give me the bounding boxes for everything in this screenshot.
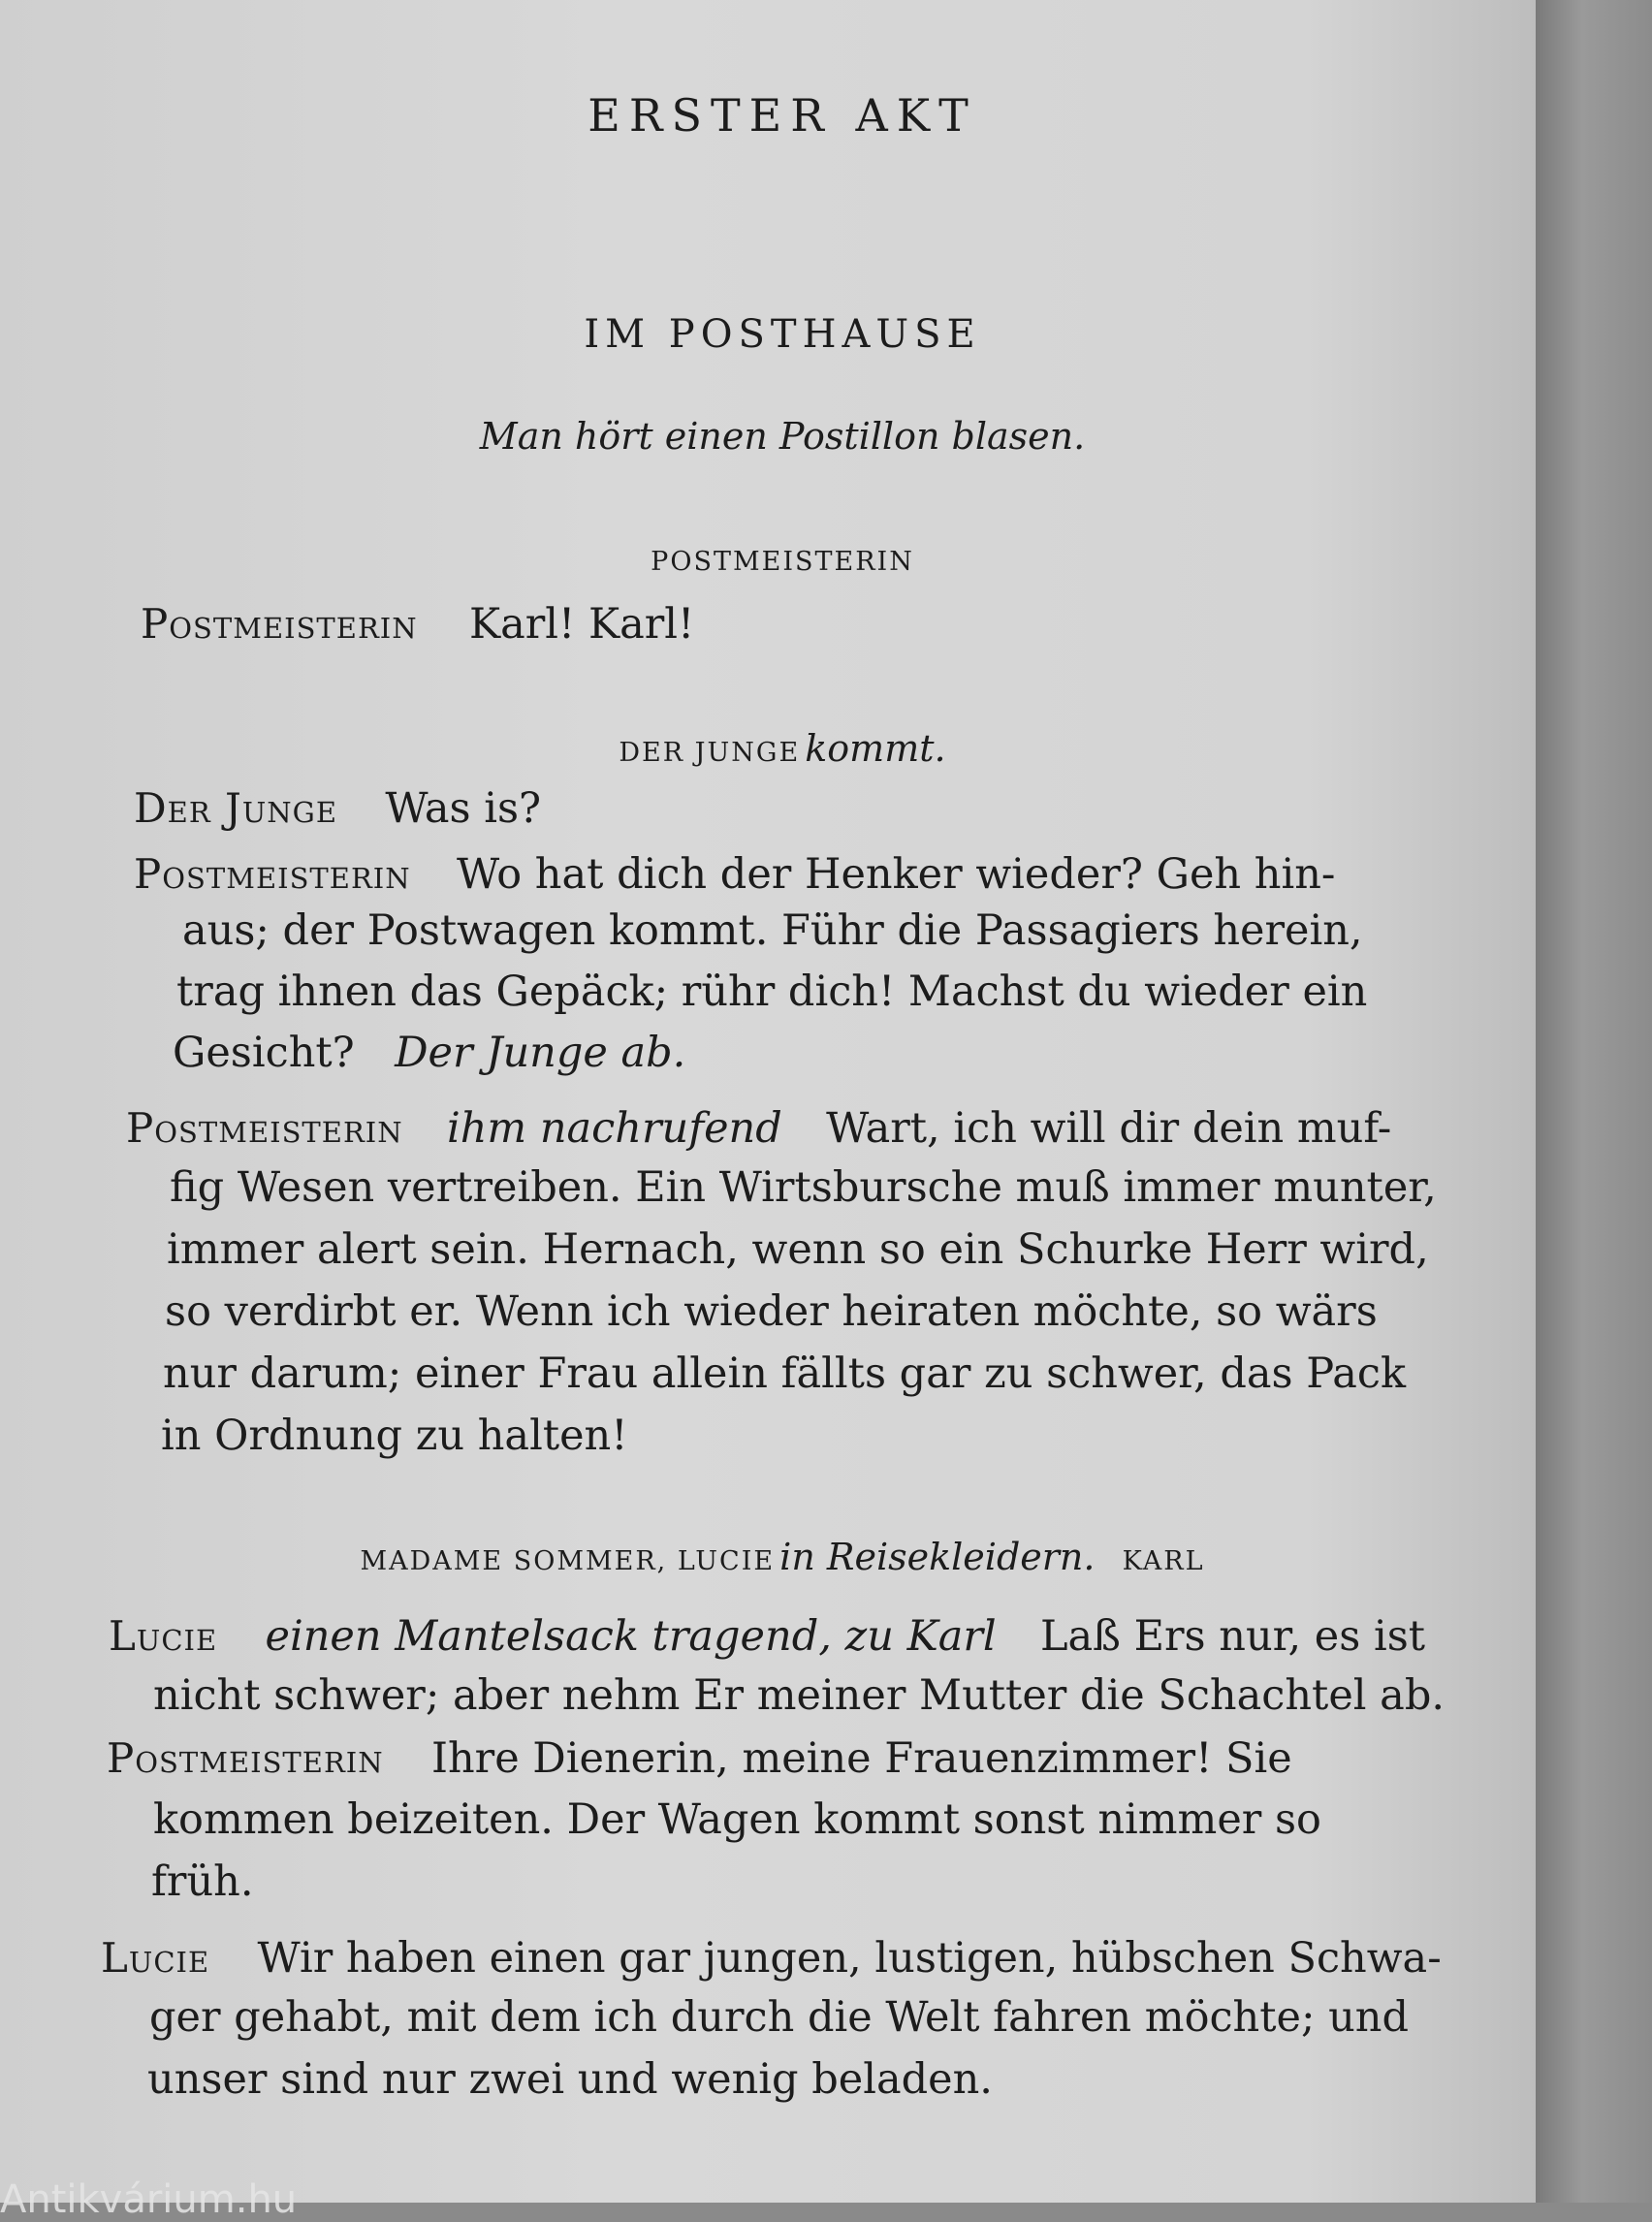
watermark: Antikvárium.hu: [0, 2177, 298, 2222]
speech-text: Gesicht?: [173, 1029, 355, 1077]
dialogue-line-3-first: [134, 845, 1335, 904]
speech-line: so verdirbt er. Wenn ich wieder heiraten möchte, so wärs: [165, 1287, 1378, 1336]
speech-text: Wir haben einen gar jungen, lustigen, hübschen Schwa-: [257, 1934, 1442, 1983]
speech-text: Wart, ich will dir dein muf-: [826, 1104, 1392, 1153]
speech-line: aus; der Postwagen kommt. Führ die Passagiers herein,: [182, 906, 1363, 955]
dialogue-line-1: [141, 595, 694, 653]
page-edge-shadow: [1536, 0, 1652, 2203]
dialogue-line-7-first: [101, 1929, 1442, 1987]
stage-direction-intro: Man hört einen Postillon blasen.: [479, 415, 1086, 458]
scene-title: IM POSTHAUSE: [584, 312, 981, 357]
speech-line: nicht schwer; aber nehm Er meiner Mutter die Schachtel ab.: [153, 1671, 1446, 1720]
cue-name: DER JUNGE: [619, 738, 801, 768]
speech-text: Karl! Karl!: [468, 600, 695, 649]
cue-action: kommt.: [805, 727, 946, 770]
speech-line-with-stage: [173, 1029, 685, 1077]
speech-line: in Ordnung zu halten!: [161, 1412, 628, 1460]
speech-text: Ihre Dienerin, meine Frauenzimmer! Sie: [430, 1734, 1292, 1783]
stage-direction: Der Junge ab.: [395, 1029, 686, 1077]
cue-names: KARL: [1122, 1546, 1205, 1576]
cue-action: in Reisekleidern.: [779, 1536, 1096, 1578]
speaker-name: Der Junge: [134, 784, 338, 832]
dialogue-line-6-first: [107, 1730, 1292, 1788]
speaker-name: Postmeisterin: [141, 600, 418, 648]
speech-line: nur darum; einer Frau allein fällts gar zu schwer, das Pack: [163, 1349, 1407, 1398]
character-cue-der-junge: [0, 727, 1536, 770]
speaker-name: Lucie: [109, 1612, 218, 1660]
dialogue-line-4-first: [126, 1099, 1391, 1158]
character-cue-postmeisterin: POSTMEISTERIN: [651, 547, 914, 577]
dialogue-line-2: [134, 779, 541, 838]
stage-direction: ihm nachrufend: [446, 1104, 782, 1153]
speech-line: unser sind nur zwei und wenig beladen.: [147, 2055, 993, 2104]
cue-names: MADAME SOMMER, LUCIE: [360, 1546, 776, 1576]
speech-line: immer alert sein. Hernach, wenn so ein Schurke Herr wird,: [167, 1225, 1429, 1274]
speech-line: kommen beizeiten. Der Wagen kommt sonst nimmer so: [153, 1795, 1321, 1844]
speech-text: Laß Ers nur, es ist: [1039, 1612, 1426, 1661]
speaker-name: Postmeisterin: [107, 1734, 384, 1782]
act-title: ERSTER AKT: [588, 89, 977, 142]
speaker-name: Lucie: [101, 1934, 210, 1982]
speech-line: früh.: [151, 1857, 254, 1906]
speaker-name: Postmeisterin: [134, 850, 411, 898]
stage-direction: einen Mantelsack tragend, zu Karl: [265, 1612, 997, 1661]
speaker-name: Postmeisterin: [126, 1104, 403, 1152]
speech-line: trag ihnen das Gepäck; rühr dich! Machst du wieder ein: [176, 968, 1368, 1016]
speech-text: Was is?: [385, 784, 542, 833]
speech-line: fig Wesen vertreiben. Ein Wirtsbursche muß immer munter,: [170, 1163, 1437, 1212]
character-cue-group: [0, 1536, 1536, 1578]
dialogue-line-5-first: [109, 1607, 1425, 1666]
speech-line: ger gehabt, mit dem ich durch die Welt fahren möchte; und: [149, 1993, 1410, 2042]
speech-text: Wo hat dich der Henker wieder? Geh hin-: [456, 850, 1336, 899]
